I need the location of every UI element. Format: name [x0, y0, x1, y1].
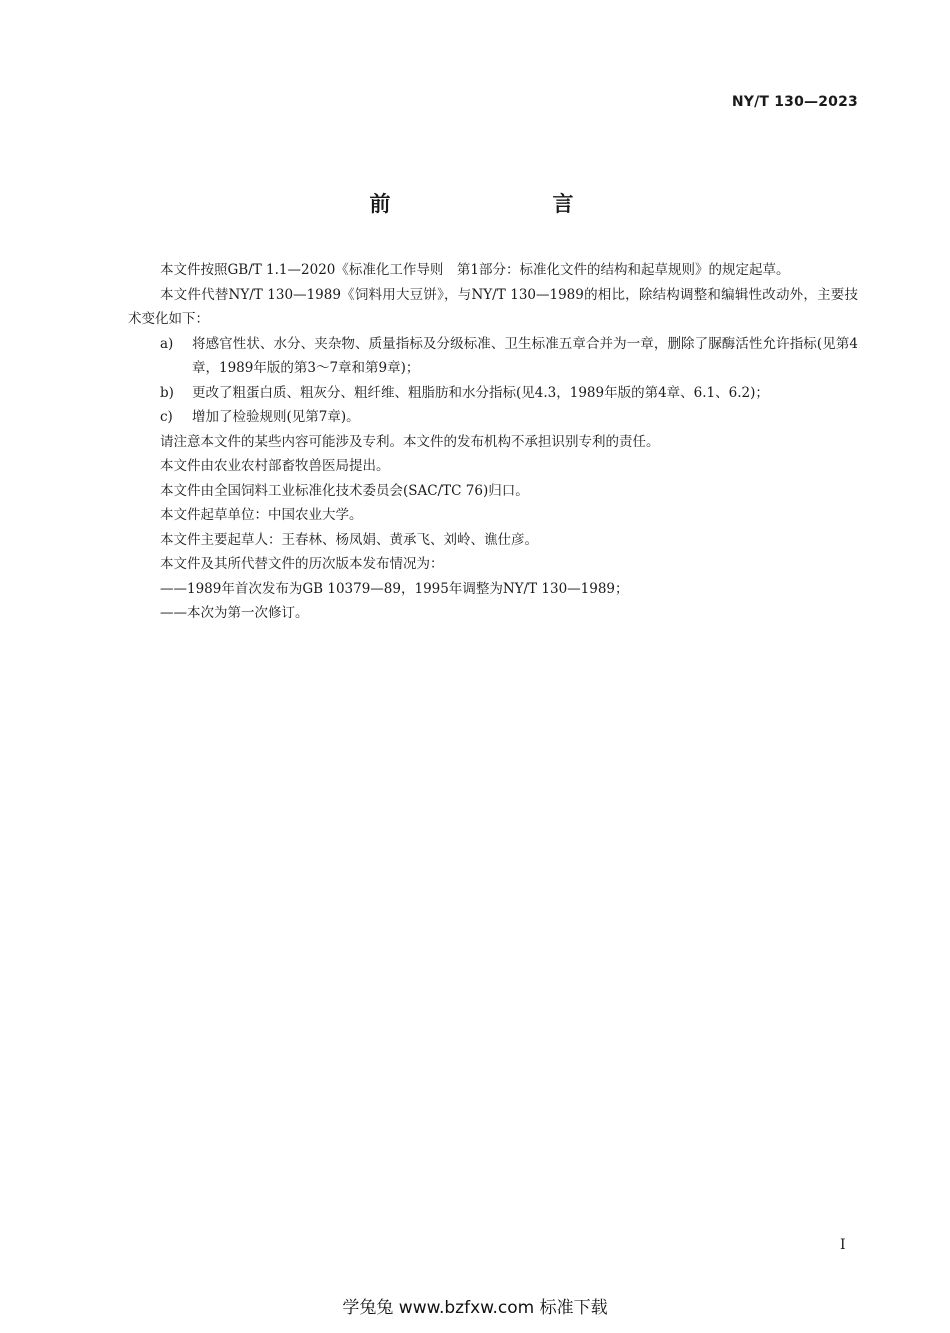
list-item	[128, 332, 858, 381]
paragraph-proposer: 本文件由农业农村部畜牧兽医局提出。	[160, 458, 390, 474]
paragraph-drafters: 本文件主要起草人：王春林、杨凤娟、黄承飞、刘岭、谯仕彦。	[160, 531, 538, 548]
paragraph-patent-notice: 请注意本文件的某些内容可能涉及专利。本文件的发布机构不承担识别专利的责任。	[160, 433, 660, 450]
paragraph-drafting-rules: 本文件按照GB/T 1.1—2020《标准化工作导则 第1部分：标准化文件的结构和起草规则》的规定起草。	[160, 262, 790, 278]
page-number: I	[840, 1237, 846, 1253]
list-item-text: 将感官性状、水分、夹杂物、质量指标及分级标准、卫生标准五章合并为一章，删除了脲酶活性允许指标(见第4章，1989年版的第3～7章和第9章)；	[192, 335, 858, 376]
list-marker: b)	[160, 384, 174, 401]
list-marker: a)	[160, 335, 174, 352]
list-item	[128, 381, 858, 406]
preface-body	[128, 258, 858, 626]
paragraph-drafting-unit: 本文件起草单位：中国农业大学。	[160, 507, 363, 523]
page-title: 前 言	[369, 192, 614, 216]
paragraph-replacement: 本文件代替NY/T 130—1989《饲料用大豆饼》，与NY/T 130—1989的相比，除结构调整和编辑性改动外，主要技术变化如下：	[128, 286, 858, 327]
paragraph-history-intro: 本文件及其所代替文件的历次版本发布情况为：	[160, 556, 444, 572]
list-item-text: 更改了粗蛋白质、粗灰分、粗纤维、粗脂肪和水分指标(见4.3，1989年版的第4章、6.1、6.2)；	[192, 384, 769, 401]
history-item: ——1989年首次发布为GB 10379—89，1995年调整为NY/T 130—1989；	[160, 580, 629, 597]
footer-watermark: 学兔兔 www.bzfxw.com 标准下载	[342, 1298, 608, 1318]
document-code: NY/T 130—2023	[731, 94, 858, 110]
history-item: ——本次为第一次修订。	[160, 605, 309, 621]
list-marker: c)	[160, 409, 173, 425]
list-item-text: 增加了检验规则(见第7章)。	[192, 409, 360, 425]
list-item	[128, 405, 858, 430]
paragraph-committee: 本文件由全国饲料工业标准化技术委员会(SAC/TC 76)归口。	[160, 482, 529, 499]
